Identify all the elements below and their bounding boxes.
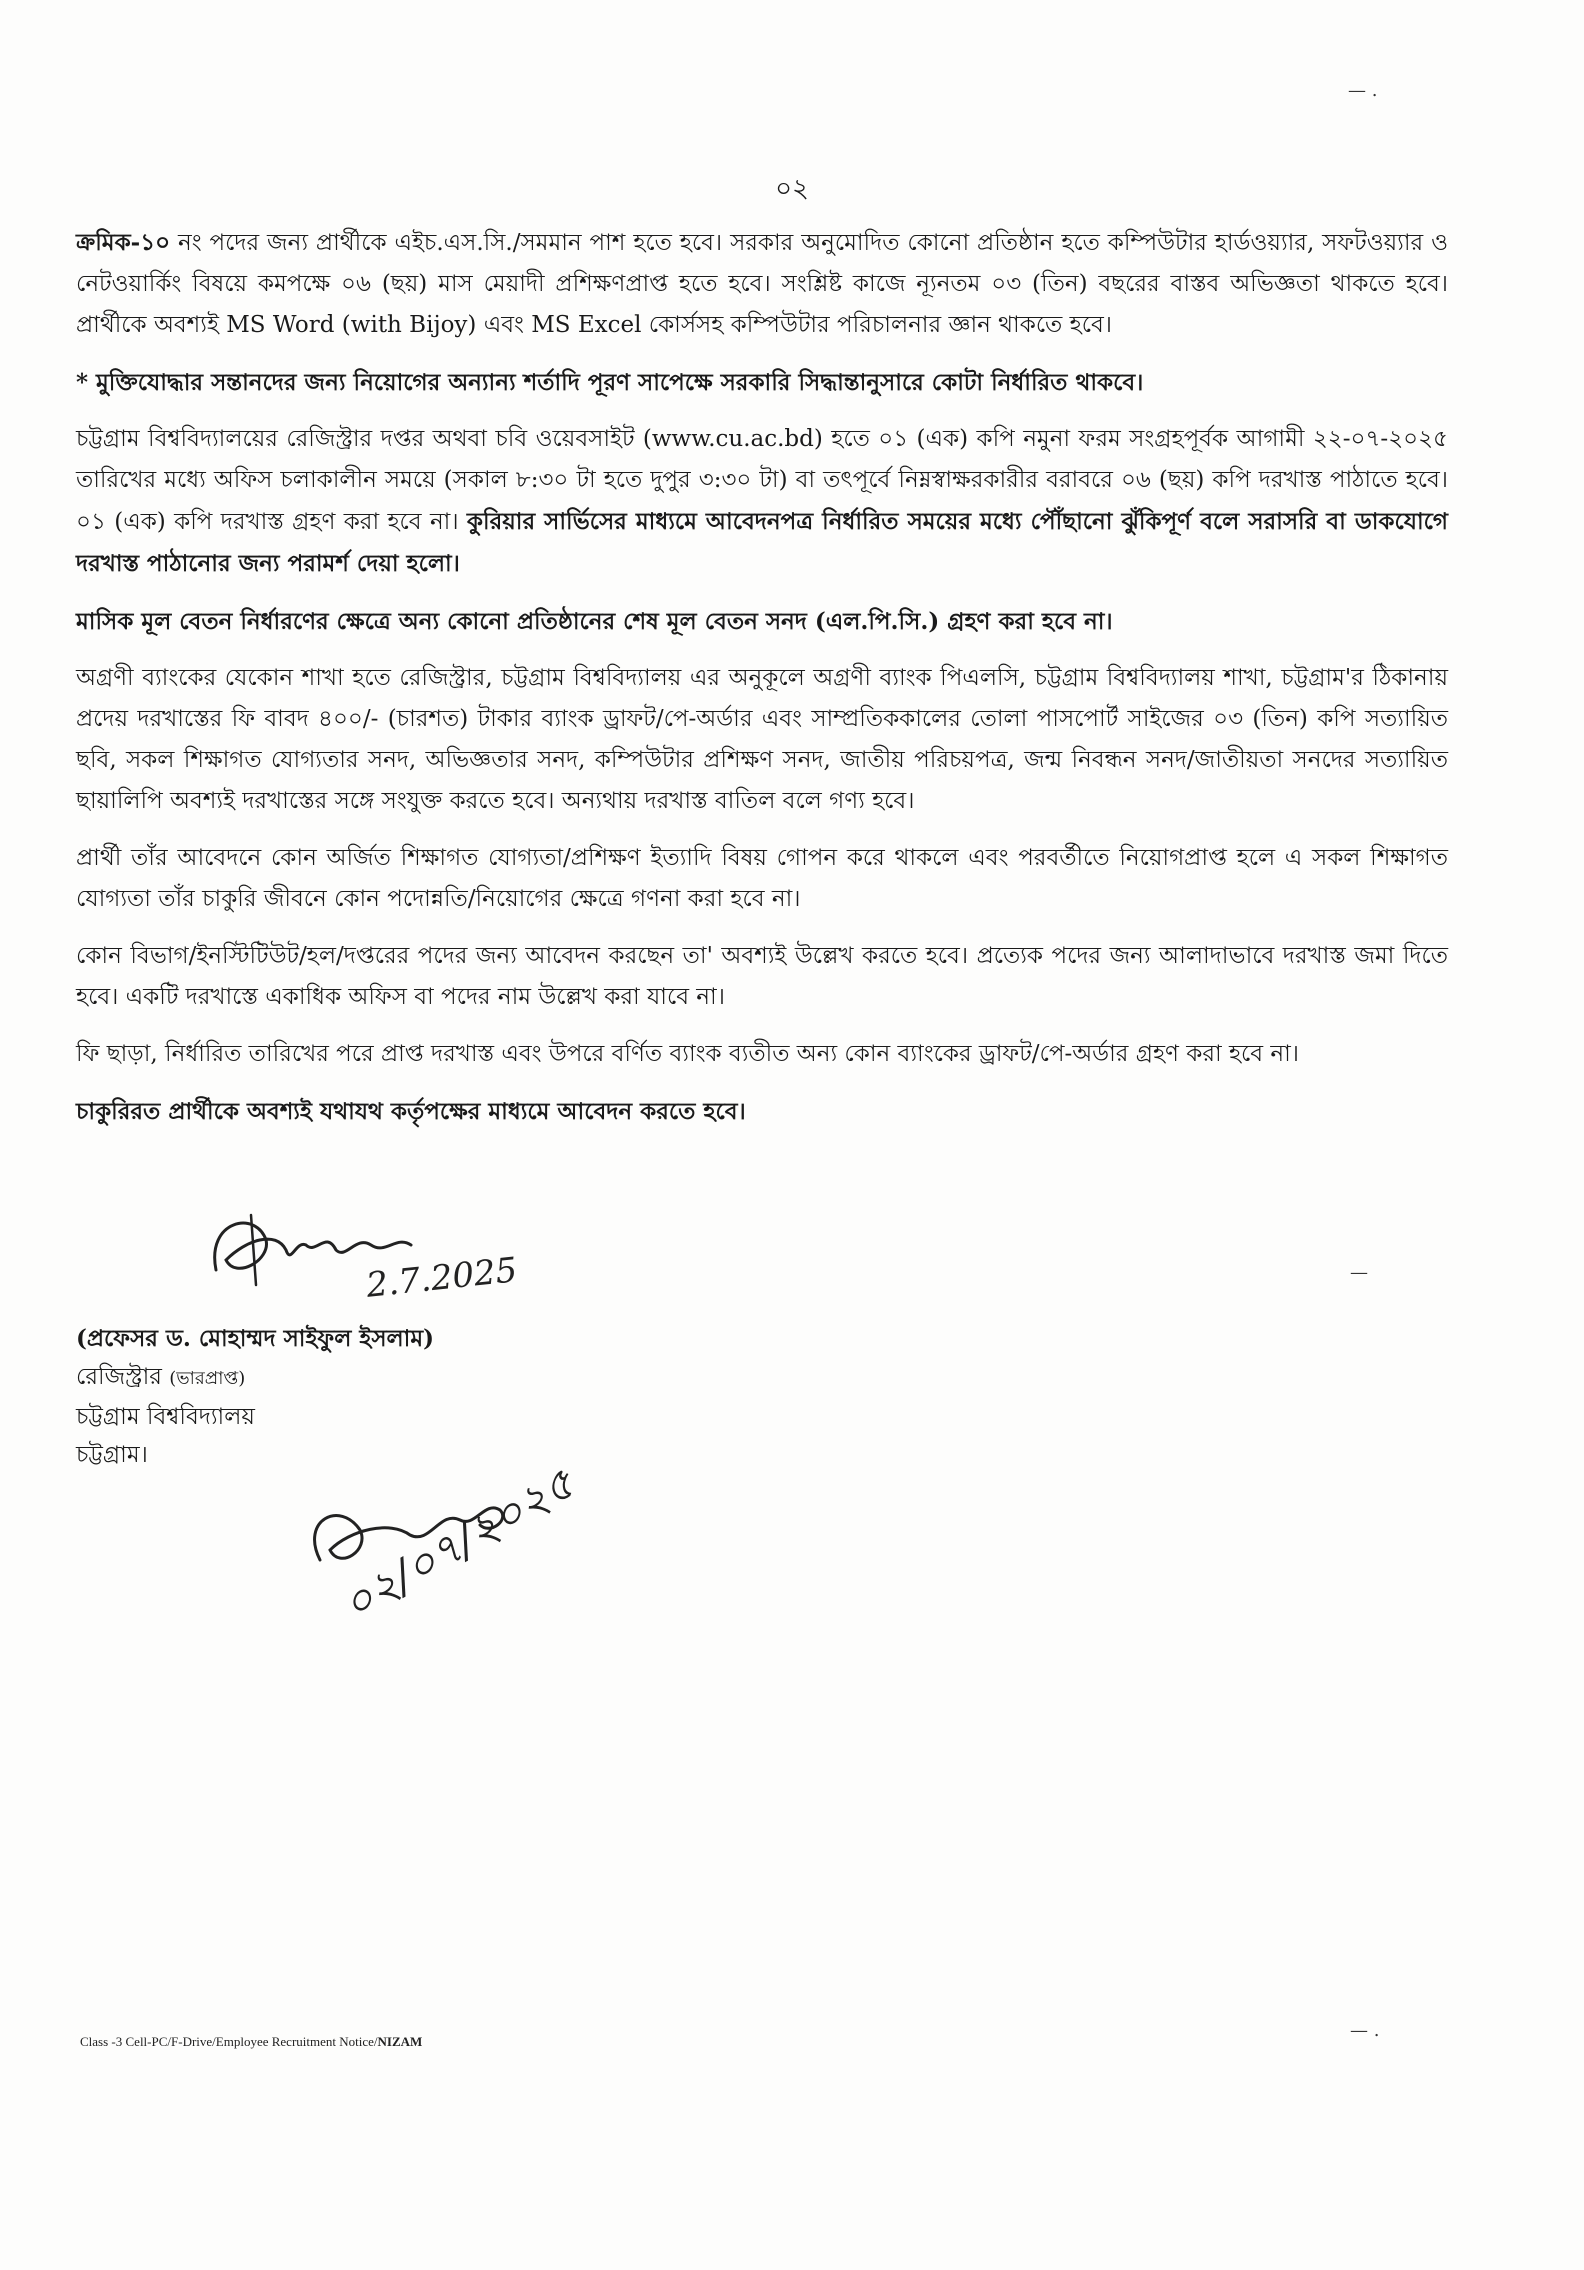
registrar-university: চট্টগ্রাম বিশ্ববিদ্যালয় bbox=[76, 1404, 255, 1430]
paragraph-concealment: প্রার্থী তাঁর আবেদনে কোন অর্জিত শিক্ষাগত যোগ্যতা/প্রশিক্ষণ ইত্যাদি বিষয় গোপন করে থাকলে এবং পরবর্তীতে নিয়োগপ্রাপ্ত হলে এ সকল শিক্ষাগত যোগ্যতা তাঁর চাকুরি জীবনে কোন পদোন্নতি/নিয়োগের ক্ষেত্রে গণনা করা হবে না। bbox=[76, 845, 1448, 912]
paragraph-lpc: মাসিক মূল বেতন নির্ধারণের ক্ষেত্রে অন্য কোনো প্রতিষ্ঠানের শেষ মূল বেতন সনদ (এল.পি.সি.) গ্রহণ করা হবে না। bbox=[76, 608, 1113, 635]
scan-mark: — . bbox=[1350, 2020, 1380, 2041]
paragraph-fee-rule: ফি ছাড়া, নির্ধারিত তারিখের পরে প্রাপ্ত দরখাস্ত এবং উপরে বর্ণিত ব্যাংক ব্যতীত অন্য কোন ব্যাংকের ড্রাফট/পে-অর্ডার গ্রহণ করা হবে না। bbox=[76, 1041, 1300, 1067]
registrar-designation-note: (ভারপ্রাপ্ত) bbox=[169, 1368, 246, 1389]
initial-signature-date: ০২/০৭/২০২৫ bbox=[334, 1457, 584, 1632]
qualification-text: নং পদের জন্য প্রার্থীকে এইচ.এস.সি./সমমান পাশ হতে হবে। সরকার অনুমোদিত কোনো প্রতিষ্ঠান হতে কম্পিউটার হার্ডওয়্যার, সফটওয়্যার ও নেটওয়ার্কিং বিষয়ে কমপক্ষে ০৬ (ছয়) মাস মেয়াদী প্রশিক্ষণপ্রাপ্ত হতে হবে। সংশ্লিষ্ট কাজে ন্যূনতম ০৩ (তিন) বছরের বাস্তব অভিজ্ঞতা থাকতে হবে। প্রার্থীকে অবশ্যই MS Word (with Bijoy) এবং MS Excel কোর্সসহ কম্পিউটার পরিচালনার জ্ঞান থাকতে হবে। bbox=[76, 230, 1448, 338]
paragraph-quota: * মুক্তিযোদ্ধার সন্তানদের জন্য নিয়োগের অন্যান্য শর্তাদি পূরণ সাপেক্ষে সরকারি সিদ্ধান্তানুসারে কোটা নির্ধারিত থাকবে। bbox=[76, 369, 1144, 396]
serial-label: ক্রমিক-১০ bbox=[76, 229, 171, 256]
paragraph-fee-documents: অগ্রণী ব্যাংকের যেকোন শাখা হতে রেজিস্ট্রার, চট্টগ্রাম বিশ্ববিদ্যালয় এর অনুকূলে অগ্রণী ব্যাংক পিএলসি, চট্টগ্রাম বিশ্ববিদ্যালয় শাখা, চট্টগ্রাম'র ঠিকানায় প্রদেয় দরখাস্তের ফি বাবদ ৪০০/- (চারশত) টাকার ব্যাংক ড্রাফট/পে-অর্ডার এবং সাম্প্রতিককালের তোলা পাসপোর্ট সাইজের ০৩ (তিন) কপি সত্যায়িত ছবি, সকল শিক্ষাগত যোগ্যতার সনদ, অভিজ্ঞতার সনদ, কম্পিউটার প্রশিক্ষণ সনদ, জাতীয় পরিচয়পত্র, জন্ম নিবন্ধন সনদ/জাতীয়তা সনদের সত্যায়িত ছায়ালিপি অবশ্যই দরখাস্তের সঙ্গে সংযুক্ত করতে হবে। অন্যথায় দরখাস্ত বাতিল বলে গণ্য হবে। bbox=[76, 665, 1448, 814]
footer-path-text: Class -3 Cell-PC/F-Drive/Employee Recruitment Notice/ bbox=[80, 2034, 378, 2049]
registrar-title bbox=[76, 1358, 434, 1398]
registrar-designation: রেজিস্ট্রার bbox=[76, 1364, 162, 1390]
registrar-name: (প্রফেসর ড. মোহাম্মদ সাইফুল ইসলাম) bbox=[76, 1325, 434, 1352]
courier-warning: কুরিয়ার সার্ভিসের মাধ্যমে আবেদনপত্র নির্ধারিত সময়ের মধ্যে পৌঁছানো ঝুঁকিপূর্ণ বলে সরাসরি বা ডাকযোগে দরখাস্ত পাঠানোর জন্য পরামর্শ দেয়া হলো। bbox=[76, 508, 1448, 577]
signature-date: 2.7.2025 bbox=[364, 1250, 520, 1306]
page-number: ০২ bbox=[775, 174, 809, 204]
registrar-city: চট্টগ্রাম। bbox=[76, 1442, 148, 1468]
scan-mark: — . bbox=[1348, 80, 1378, 101]
scan-mark: — bbox=[1350, 1262, 1368, 1283]
paragraph-department: কোন বিভাগ/ইনস্টিটিউট/হল/দপ্তরের পদের জন্য আবেদন করছেন তা' অবশ্যই উল্লেখ করতে হবে। প্রত্যেক পদের জন্য আলাদাভাবে দরখাস্ত জমা দিতে হবে। একটি দরখাস্তে একাধিক অফিস বা পদের নাম উল্লেখ করা যাবে না। bbox=[76, 943, 1448, 1010]
registrar-details bbox=[76, 1320, 434, 1474]
notice-body bbox=[76, 222, 1448, 1148]
application-form-text: চট্টগ্রাম বিশ্ববিদ্যালয়ের রেজিস্ট্রার দপ্তর অথবা চবি ওয়েবসাইট (www.cu.ac.bd) হতে ০১ (এক) কপি নমুনা ফরম সংগ্রহপূর্বক আগামী ২২-০৭-২০২৫ তারিখের মধ্যে অফিস চলাকালীন সময়ে (সকাল ৮:৩০ টা হতে দুপুর ৩:৩০ টা) বা তৎপূর্বে নিম্নস্বাক্ষরকারীর বরাবরে ০৬ (ছয়) কপি দরখাস্ত পাঠাতে হবে। ০১ (এক) কপি দরখাস্ত গ্রহণ করা হবে না। bbox=[76, 426, 1448, 535]
footer-path bbox=[80, 2034, 422, 2050]
paragraph-qualification bbox=[76, 222, 1448, 346]
paragraph-application-form bbox=[76, 419, 1448, 585]
footer-author: NIZAM bbox=[377, 2034, 423, 2049]
paragraph-employed-candidates: চাকুরিরত প্রার্থীকে অবশ্যই যথাযথ কর্তৃপক্ষের মাধ্যমে আবেদন করতে হবে। bbox=[76, 1098, 746, 1125]
